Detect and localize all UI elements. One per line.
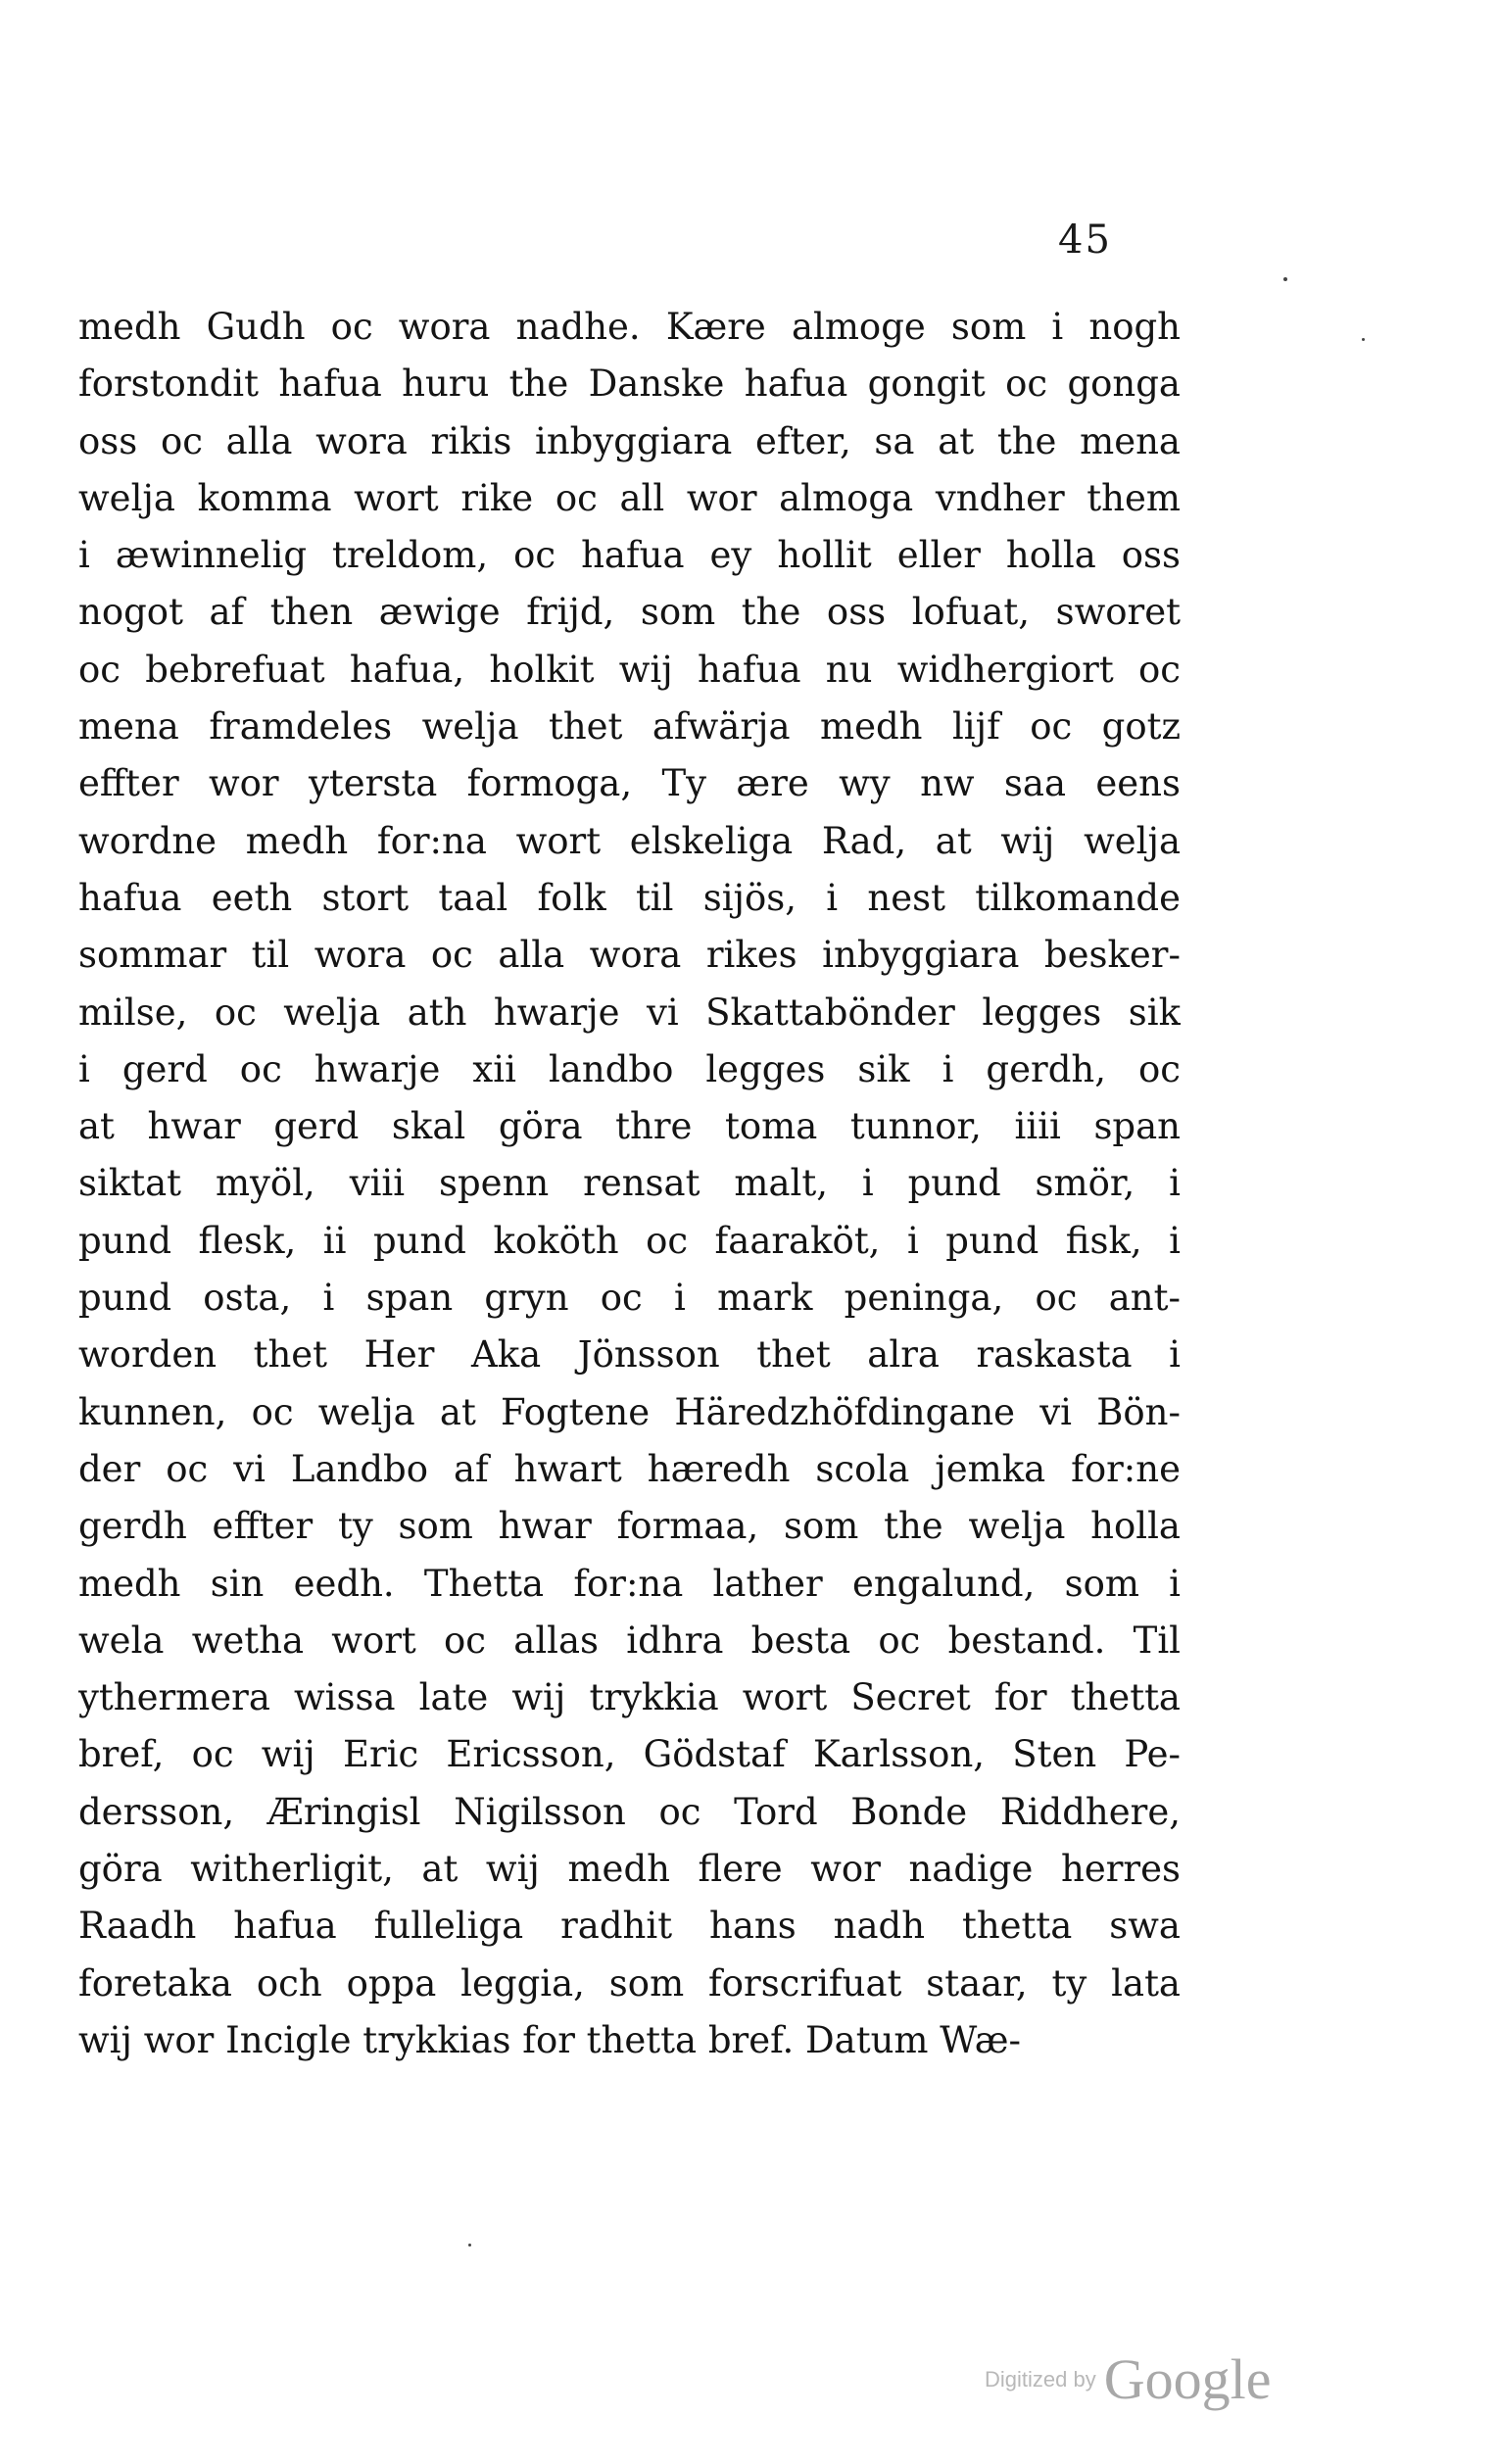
text-line: ythermera wissa late wij trykkia wort Secret for thetta	[78, 1676, 1181, 1719]
watermark-brand: Google	[1103, 2347, 1272, 2411]
text-line: der oc vi Landbo af hwart hæredh scola jemka for:ne	[78, 1447, 1181, 1490]
page-number: 45	[1058, 217, 1112, 263]
text-line: welja komma wort rike oc all wor almoga vndher them	[78, 476, 1181, 519]
text-line: effter wor ytersta formoga, Ty ære wy nw saa eens	[78, 762, 1181, 805]
text-line: forstondit hafua huru the Danske hafua gongit oc gonga	[78, 362, 1181, 406]
text-line: hafua eeth stort taal folk til sijös, i nest tilkomande	[78, 876, 1181, 919]
text-line: pund osta, i span gryn oc i mark peninga, oc ant-	[78, 1277, 1181, 1320]
text-line: kunnen, oc welja at Fogtene Häredzhöfdingane vi Bön-	[78, 1390, 1181, 1433]
text-line: oc bebrefuat hafua, holkit wij hafua nu widhergiort oc	[78, 648, 1181, 691]
text-line: worden thet Her Aka Jönsson thet alra raskasta i	[78, 1333, 1181, 1377]
text-line: bref, oc wij Eric Ericsson, Gödstaf Karlsson, Sten Pe-	[78, 1733, 1181, 1776]
text-line: at hwar gerd skal göra thre toma tunnor, iiii span	[78, 1105, 1181, 1148]
text-line: oss oc alla wora rikis inbyggiara efter, sa at the mena	[78, 419, 1181, 462]
text-line: siktat myöl, viii spenn rensat malt, i pund smör, i	[78, 1162, 1181, 1205]
scan-speck	[1283, 277, 1287, 281]
text-line: mena framdeles welja thet afwärja medh lijf oc gotz	[78, 705, 1181, 749]
text-line: wij wor Incigle trykkias for thetta bref. Datum Wæ-	[78, 2018, 1022, 2061]
scan-speck	[1362, 338, 1365, 341]
text-line: i gerd oc hwarje xii landbo legges sik i gerdh, oc	[78, 1047, 1181, 1090]
text-line: pund flesk, ii pund koköth oc faaraköt, i pund fisk, i	[78, 1219, 1181, 1262]
digitized-watermark	[985, 2346, 1271, 2412]
text-line: dersson, Æringisl Nigilsson oc Tord Bonde Riddhere,	[78, 1790, 1181, 1833]
text-line: nogot af then æwige frijd, som the oss lofuat, sworet	[78, 591, 1181, 634]
text-line: gerdh effter ty som hwar formaa, som the welja holla	[78, 1505, 1181, 1548]
text-line: medh sin eedh. Thetta for:na lather engalund, som i	[78, 1562, 1181, 1605]
text-line: wordne medh for:na wort elskeliga Rad, at wij welja	[78, 819, 1181, 862]
text-line: milse, oc welja ath hwarje vi Skattabönder legges sik	[78, 990, 1181, 1034]
text-line: göra witherligit, at wij medh flere wor nadige herres	[78, 1848, 1181, 1891]
text-line: sommar til wora oc alla wora rikes inbyggiara besker-	[78, 934, 1181, 977]
scan-speck	[468, 2244, 471, 2247]
watermark-prefix: Digitized by	[985, 2366, 1096, 2392]
text-line: Raadh hafua fulleliga radhit hans nadh thetta swa	[78, 1905, 1181, 1948]
text-line: foretaka och oppa leggia, som forscrifuat staar, ty lata	[78, 1961, 1181, 2005]
text-line: i æwinnelig treldom, oc hafua ey hollit eller holla oss	[78, 534, 1181, 577]
body-text	[78, 299, 1181, 2069]
text-line: medh Gudh oc wora nadhe. Kære almoge som i nogh	[78, 306, 1181, 348]
text-line: wela wetha wort oc allas idhra besta oc bestand. Til	[78, 1619, 1181, 1662]
